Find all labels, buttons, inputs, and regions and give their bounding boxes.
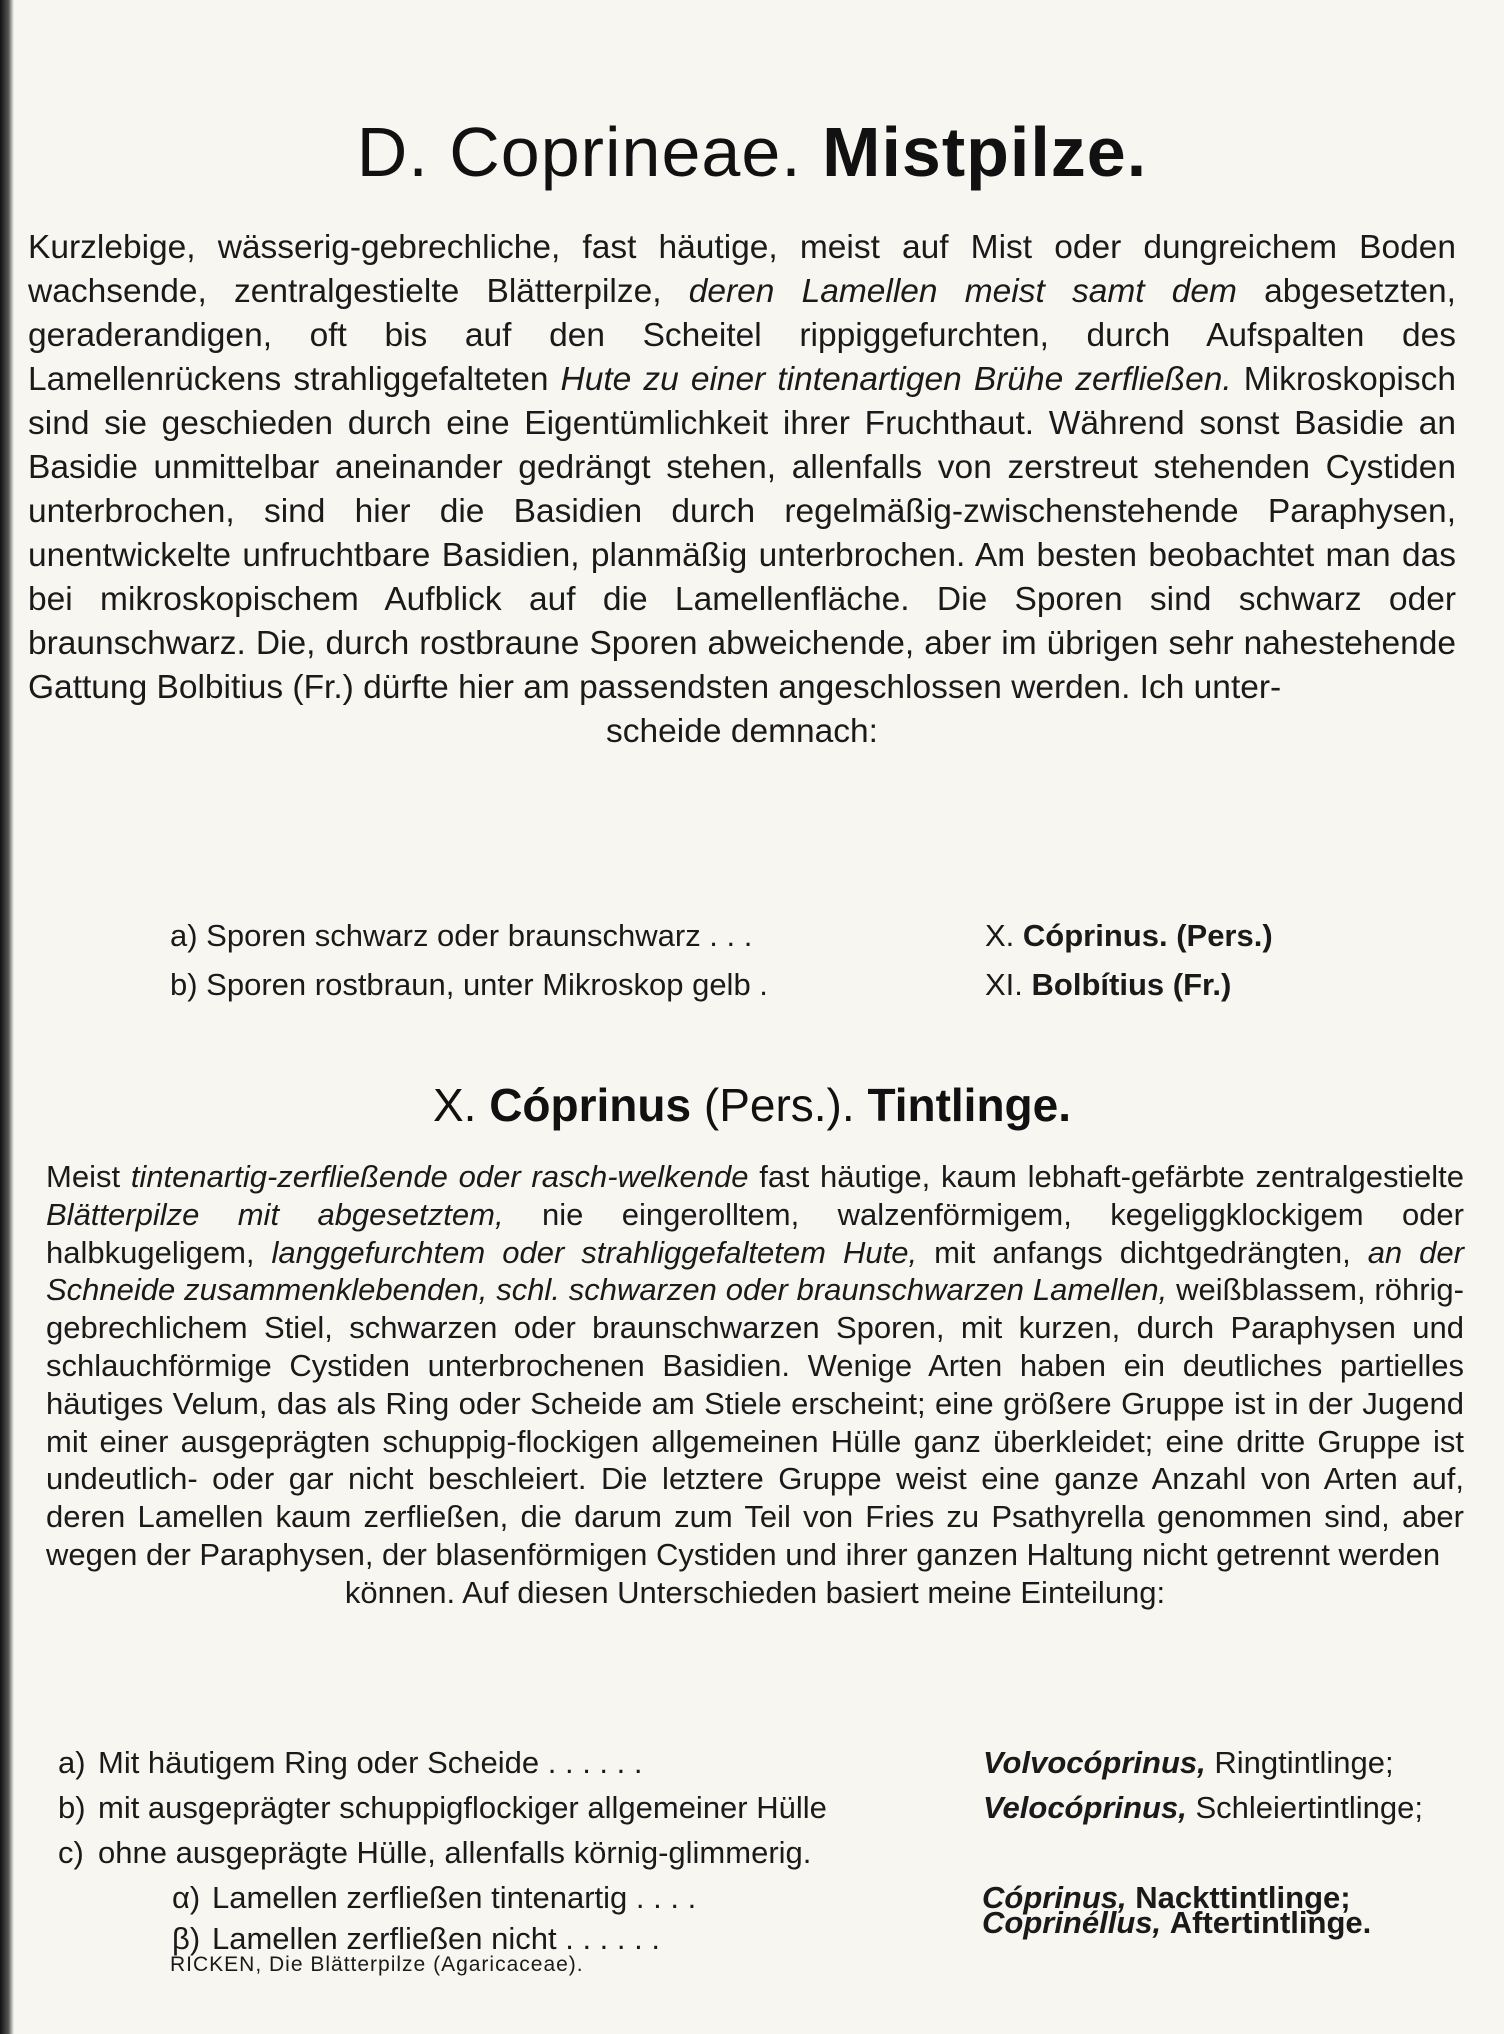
key-text: Mit häutigem Ring oder Scheide . . . . . . [98, 1745, 643, 1780]
key-genus: Velocóprinus, [983, 1790, 1187, 1825]
intro-italic-2: Hute zu einer tintenartigen Brühe zerfließen. [560, 361, 1232, 398]
key-letter: β) [172, 1921, 201, 1956]
key-letter: b) [58, 1790, 86, 1825]
section-letter: D. [356, 113, 429, 191]
key-row-coprinus [170, 918, 1273, 954]
coprineae-description [28, 226, 1456, 754]
subgenus-key-row [58, 1835, 811, 1871]
key-text: Lamellen zerfließen tintenartig . . . . [212, 1880, 697, 1915]
key-result-genus: Cóprinus. (Pers.) [1022, 918, 1273, 953]
key-common-name: Aftertintlinge. [1169, 1905, 1372, 1940]
page-binding-shadow [0, 0, 14, 2034]
desc-italic-2: Blätterpilze mit abgesetztem, [46, 1196, 504, 1232]
desc-text-1: Meist [46, 1159, 131, 1194]
desc-text-5: weißblassem, röhrig-gebrechlichem Stiel, schwarzen oder braunschwarzen Sporen, mit kurzen, durch Paraphysen und schlauchförmige Cystiden unterbrochenen Basidien. Wenige Arten haben ein deutliches partielles häutiges Velum, das als Ring oder Scheide am Stiele erscheint; eine größere Gruppe ist in der Jugend mit einer ausgeprägten schuppig-flockigen allgemeinen Hülle ganz überkleidet; eine dritte Gruppe ist undeutlich- oder gar nicht beschleiert. Die letztere Gruppe weist eine ganze Anzahl von Arten auf, deren Lamellen kaum zerfließen, die darum zum Teil von Fries zu Psathyrella genommen sind, aber wegen der Paraphysen, der blasenförmigen Cystiden und ihrer ganzen Haltung nicht getrennt werden [46, 1272, 1464, 1572]
key-common-name: Schleiertintlinge; [1195, 1790, 1423, 1825]
intro-text-2: abgesetzten, geraderandigen, oft bis auf den Scheitel rippiggefurchten, durch Aufspalten des Lamellenrückens strahliggefalteten [28, 273, 1456, 398]
subgenus-key-row [58, 1745, 1394, 1781]
subgenus-key-row [172, 1905, 1372, 1957]
key-result-number: XI. [985, 967, 1023, 1002]
key-text: Lamellen zerfließen nicht . . . . . . [212, 1921, 660, 1956]
section-title-german: Mistpilze. [822, 113, 1148, 191]
desc-text-2: fast häutige, kaum lebhaft-gefärbte zentralgestielte [748, 1159, 1464, 1194]
key-genus: Cóprinus, [982, 1880, 1127, 1915]
intro-last-line: scheide demnach: [606, 713, 878, 750]
section-heading-coprineae [0, 112, 1504, 192]
key-label: b) Sporen rostbraun, unter Mikroskop gelb . [170, 967, 768, 1002]
intro-italic-1: deren Lamellen meist samt dem [688, 273, 1237, 310]
section-title-latin: Coprineae. [449, 113, 802, 191]
key-letter: α) [172, 1880, 201, 1915]
section-title-german: Tintlinge. [867, 1079, 1072, 1131]
key-row-bolbitius [170, 967, 1231, 1003]
section-heading-coprinus [0, 1078, 1504, 1132]
key-label: a) Sporen schwarz oder braunschwarz . . . [170, 918, 753, 953]
key-text: ohne ausgeprägte Hülle, allenfalls körnig-glimmerig. [98, 1835, 812, 1870]
desc-italic-4: an der Schneide zusammenklebenden, schl. schwarzen oder braunschwarzen Lamellen, [46, 1234, 1464, 1308]
key-common-name: Ringtintlinge; [1214, 1745, 1394, 1780]
section-letter: X. [432, 1079, 477, 1131]
subgenus-key-row [58, 1790, 1423, 1826]
subgenus-key-row [172, 1880, 1351, 1916]
key-common-name: Nackttintlinge; [1135, 1880, 1351, 1915]
key-genus: Volvocóprinus, [983, 1745, 1206, 1780]
key-text: mit ausgeprägter schuppigflockiger allgemeiner Hülle [98, 1790, 827, 1825]
key-result-genus: Bolbítius (Fr.) [1031, 967, 1232, 1002]
section-title-latin: Cóprinus [489, 1079, 692, 1131]
intro-text-3: Mikroskopisch sind sie geschieden durch eine Eigentümlichkeit ihrer Fruchthaut. Während sonst Basidie an Basidie unmittelbar aneinander gedrängt stehen, allenfalls von zerstreut stehenden Cystiden unterbrochen, sind hier die Basidien durch regelmäßig-zwischenstehende Paraphysen, unentwickelte unfruchtbare Basidien, planmäßig unterbrochen. Am besten beobachtet man das bei mikroskopischem Aufblick auf die Lamellenfläche. Die Sporen sind schwarz oder braunschwarz. Die, durch rostbraune Sporen abweichende, aber im übrigen sehr nahestehende Gattung Bolbitius (Fr.) dürfte hier am passendsten angeschlossen werden. Ich unter- [28, 361, 1456, 706]
desc-text-3: nie eingerolltem, walzenförmigem, kegeliggklockigem oder halbkugeligem, [46, 1196, 1464, 1270]
intro-text-1: Kurzlebige, wässerig-gebrechliche, fast häutige, meist auf Mist oder dungreichem Boden wachsende, zentralgestielte Blätterpilze, [28, 229, 1456, 310]
key-result-number: X. [985, 918, 1015, 953]
key-result [985, 967, 1231, 1003]
key-genus: Coprinéllus, [982, 1905, 1162, 1940]
section-title-author: (Pers.). [703, 1079, 855, 1131]
key-letter: c) [58, 1835, 84, 1870]
desc-italic-3: langgefurchtem oder strahliggefaltetem Hute, [271, 1234, 918, 1270]
desc-text-4: mit anfangs dichtgedrängten, [917, 1234, 1368, 1270]
key-result [985, 918, 1273, 954]
desc-italic-1: tintenartig-zerfließende oder rasch-welkende [130, 1159, 749, 1194]
coprinus-description [46, 1158, 1464, 1612]
desc-last-line: können. Auf diesen Unterschieden basiert meine Einteilung: [344, 1574, 1166, 1610]
page-footer: RICKEN, Die Blätterpilze (Agaricaceae). [170, 1953, 584, 1976]
key-result [983, 1745, 1394, 1781]
key-result [983, 1790, 1423, 1826]
key-letter: a) [58, 1745, 86, 1780]
key-result [982, 1905, 1371, 1941]
